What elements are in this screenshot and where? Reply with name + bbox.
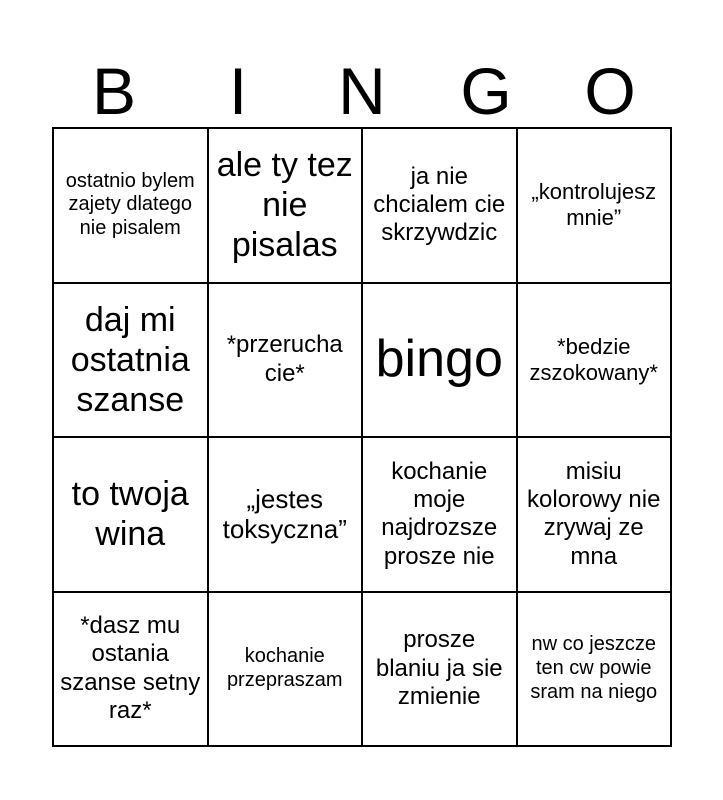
bingo-cell-text: *przerucha cie* [226, 331, 343, 387]
bingo-cell[interactable] [209, 284, 364, 439]
bingo-cell-text: *dasz mu ostania szanse setny raz* [60, 612, 201, 725]
bingo-cell-text: daj mi ostatnia szanse [70, 300, 190, 419]
bingo-cell[interactable] [209, 593, 364, 748]
bingo-cell[interactable] [209, 129, 364, 284]
bingo-cell[interactable] [54, 438, 209, 593]
bingo-cell[interactable] [518, 438, 673, 593]
bingo-cell-text: „kontrolujesz mnie” [531, 179, 657, 231]
bingo-board [52, 127, 672, 747]
bingo-cell[interactable] [518, 129, 673, 284]
bingo-header [52, 56, 672, 126]
bingo-cell[interactable] [54, 129, 209, 284]
header-letter-o: O [584, 54, 636, 128]
header-letter-b: B [91, 54, 137, 128]
bingo-cell-text: *bedzie zszokowany* [529, 333, 658, 385]
bingo-cell[interactable] [54, 284, 209, 439]
bingo-cell-text: ostatnio bylem zajety dlatego nie pisalem [65, 169, 195, 240]
bingo-cell-text: kochanie przepraszam [226, 645, 343, 691]
header-letter-i: I [228, 54, 248, 128]
header-letter-n: N [338, 54, 386, 128]
bingo-cell-text: to twoja wina [71, 475, 189, 554]
bingo-cell[interactable] [518, 284, 673, 439]
bingo-cell[interactable] [518, 593, 673, 748]
bingo-cell-text: misiu kolorowy nie zrywaj ze mna [527, 457, 661, 570]
bingo-cell-text: ale ty tez nie pisalas [216, 146, 353, 265]
bingo-cell-text: nw co jeszcze ten cw powie sram na niego [530, 633, 658, 703]
bingo-cell-text: bingo [375, 330, 503, 389]
bingo-cell[interactable] [209, 438, 364, 593]
bingo-free-cell[interactable] [363, 284, 518, 439]
bingo-cell-text: kochanie moje najdrozsze prosze nie [381, 457, 498, 570]
bingo-cell-text: „jestes toksyczna” [222, 483, 347, 545]
bingo-cell[interactable] [363, 129, 518, 284]
bingo-cell-text: ja nie chcialem cie skrzywdzic [373, 162, 506, 247]
bingo-cell[interactable] [54, 593, 209, 748]
bingo-cell-text: prosze blaniu ja sie zmienie [375, 626, 503, 710]
bingo-cell[interactable] [363, 438, 518, 593]
bingo-cell[interactable] [363, 593, 518, 748]
header-letter-g: G [460, 54, 512, 128]
